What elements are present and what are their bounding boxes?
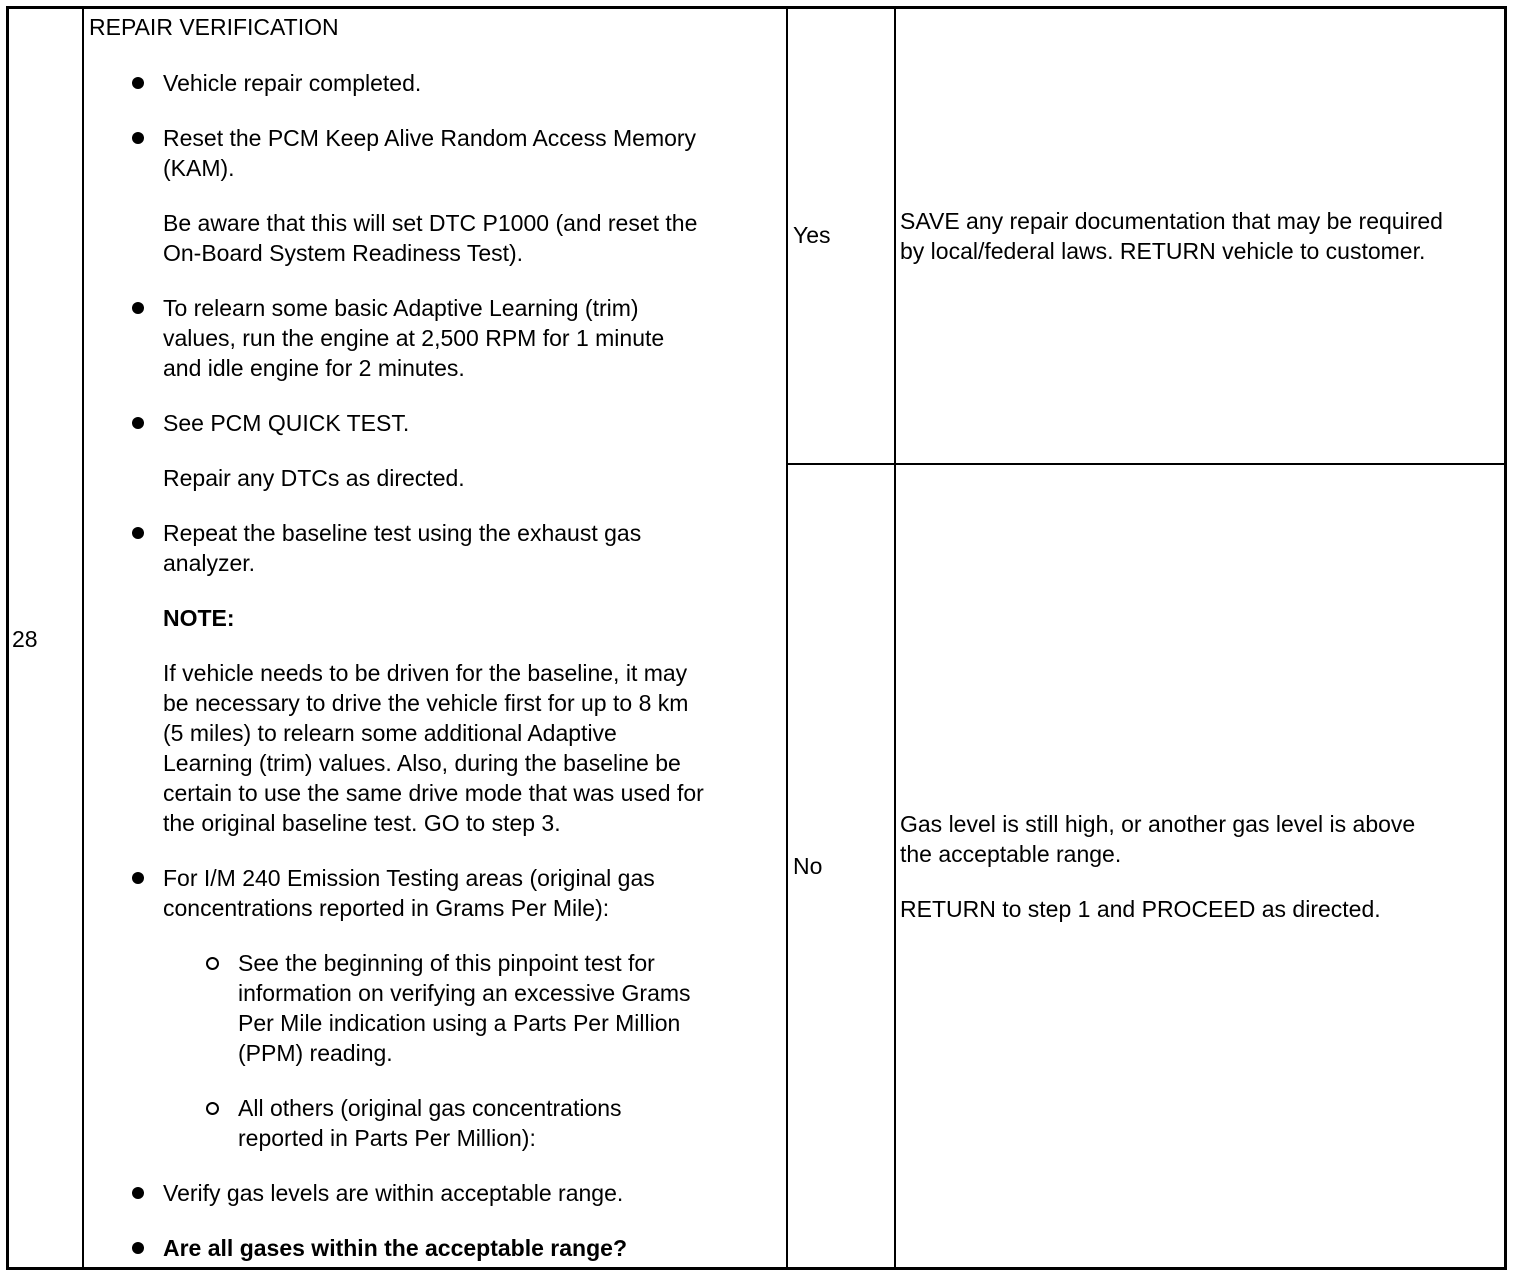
action-line: On-Board System Readiness Test). <box>163 240 524 266</box>
bullet-icon <box>132 1242 144 1254</box>
action-line: Be aware that this will set DTC P1000 (and reset the <box>163 210 698 236</box>
action-line: Verify gas levels are within acceptable range. <box>163 1180 624 1206</box>
bullet-icon <box>132 417 144 429</box>
answer-yes: Yes <box>793 222 831 248</box>
action-line: Reset the PCM Keep Alive Random Access Memory <box>163 125 697 151</box>
note-line: If vehicle needs to be driven for the baseline, it may <box>163 660 688 686</box>
sub-action-line: (PPM) reading. <box>238 1040 393 1066</box>
row-divider <box>786 463 1504 465</box>
note-line: Learning (trim) values. Also, during the baseline be <box>163 750 681 776</box>
action-line: Repeat the baseline test using the exhaust gas <box>163 520 642 546</box>
bullet-icon <box>132 77 144 89</box>
action-line: See PCM QUICK TEST. <box>163 410 410 436</box>
result-line: RETURN to step 1 and PROCEED as directed. <box>900 896 1381 922</box>
note-line: certain to use the same drive mode that was used for <box>163 780 704 806</box>
action-line: For I/M 240 Emission Testing areas (original gas <box>163 865 655 891</box>
result-line: the acceptable range. <box>900 841 1122 867</box>
section-heading: REPAIR VERIFICATION <box>89 14 339 40</box>
column-divider <box>786 9 788 1267</box>
bullet-icon <box>132 132 144 144</box>
note-line: the original baseline test. GO to step 3. <box>163 810 561 836</box>
question-line: Are all gases within the acceptable range? <box>163 1235 627 1261</box>
sub-action-line: reported in Parts Per Million): <box>238 1125 536 1151</box>
bullet-icon <box>132 527 144 539</box>
note-label: NOTE: <box>163 605 235 631</box>
column-divider <box>894 9 896 1267</box>
sub-action-line: information on verifying an excessive Grams <box>238 980 691 1006</box>
action-line: (KAM). <box>163 155 235 181</box>
column-divider <box>82 9 84 1267</box>
result-line: Gas level is still high, or another gas level is above <box>900 811 1416 837</box>
answer-no: No <box>793 853 823 879</box>
sub-bullet-icon <box>206 1102 219 1115</box>
pinpoint-test-table <box>6 6 1507 1270</box>
note-line: be necessary to drive the vehicle first for up to 8 km <box>163 690 689 716</box>
result-line: SAVE any repair documentation that may be required <box>900 208 1443 234</box>
action-line: values, run the engine at 2,500 RPM for 1 minute <box>163 325 665 351</box>
action-line: Repair any DTCs as directed. <box>163 465 465 491</box>
sub-bullet-icon <box>206 957 219 970</box>
result-line: by local/federal laws. RETURN vehicle to customer. <box>900 238 1426 264</box>
sub-action-line: See the beginning of this pinpoint test for <box>238 950 655 976</box>
action-line: and idle engine for 2 minutes. <box>163 355 465 381</box>
action-line: Vehicle repair completed. <box>163 70 422 96</box>
action-line: analyzer. <box>163 550 256 576</box>
bullet-icon <box>132 872 144 884</box>
action-line: concentrations reported in Grams Per Mile): <box>163 895 610 921</box>
step-number: 28 <box>12 626 38 652</box>
bullet-icon <box>132 1187 144 1199</box>
action-line: To relearn some basic Adaptive Learning (trim) <box>163 295 639 321</box>
bullet-icon <box>132 302 144 314</box>
note-line: (5 miles) to relearn some additional Adaptive <box>163 720 617 746</box>
sub-action-line: Per Mile indication using a Parts Per Million <box>238 1010 681 1036</box>
sub-action-line: All others (original gas concentrations <box>238 1095 622 1121</box>
